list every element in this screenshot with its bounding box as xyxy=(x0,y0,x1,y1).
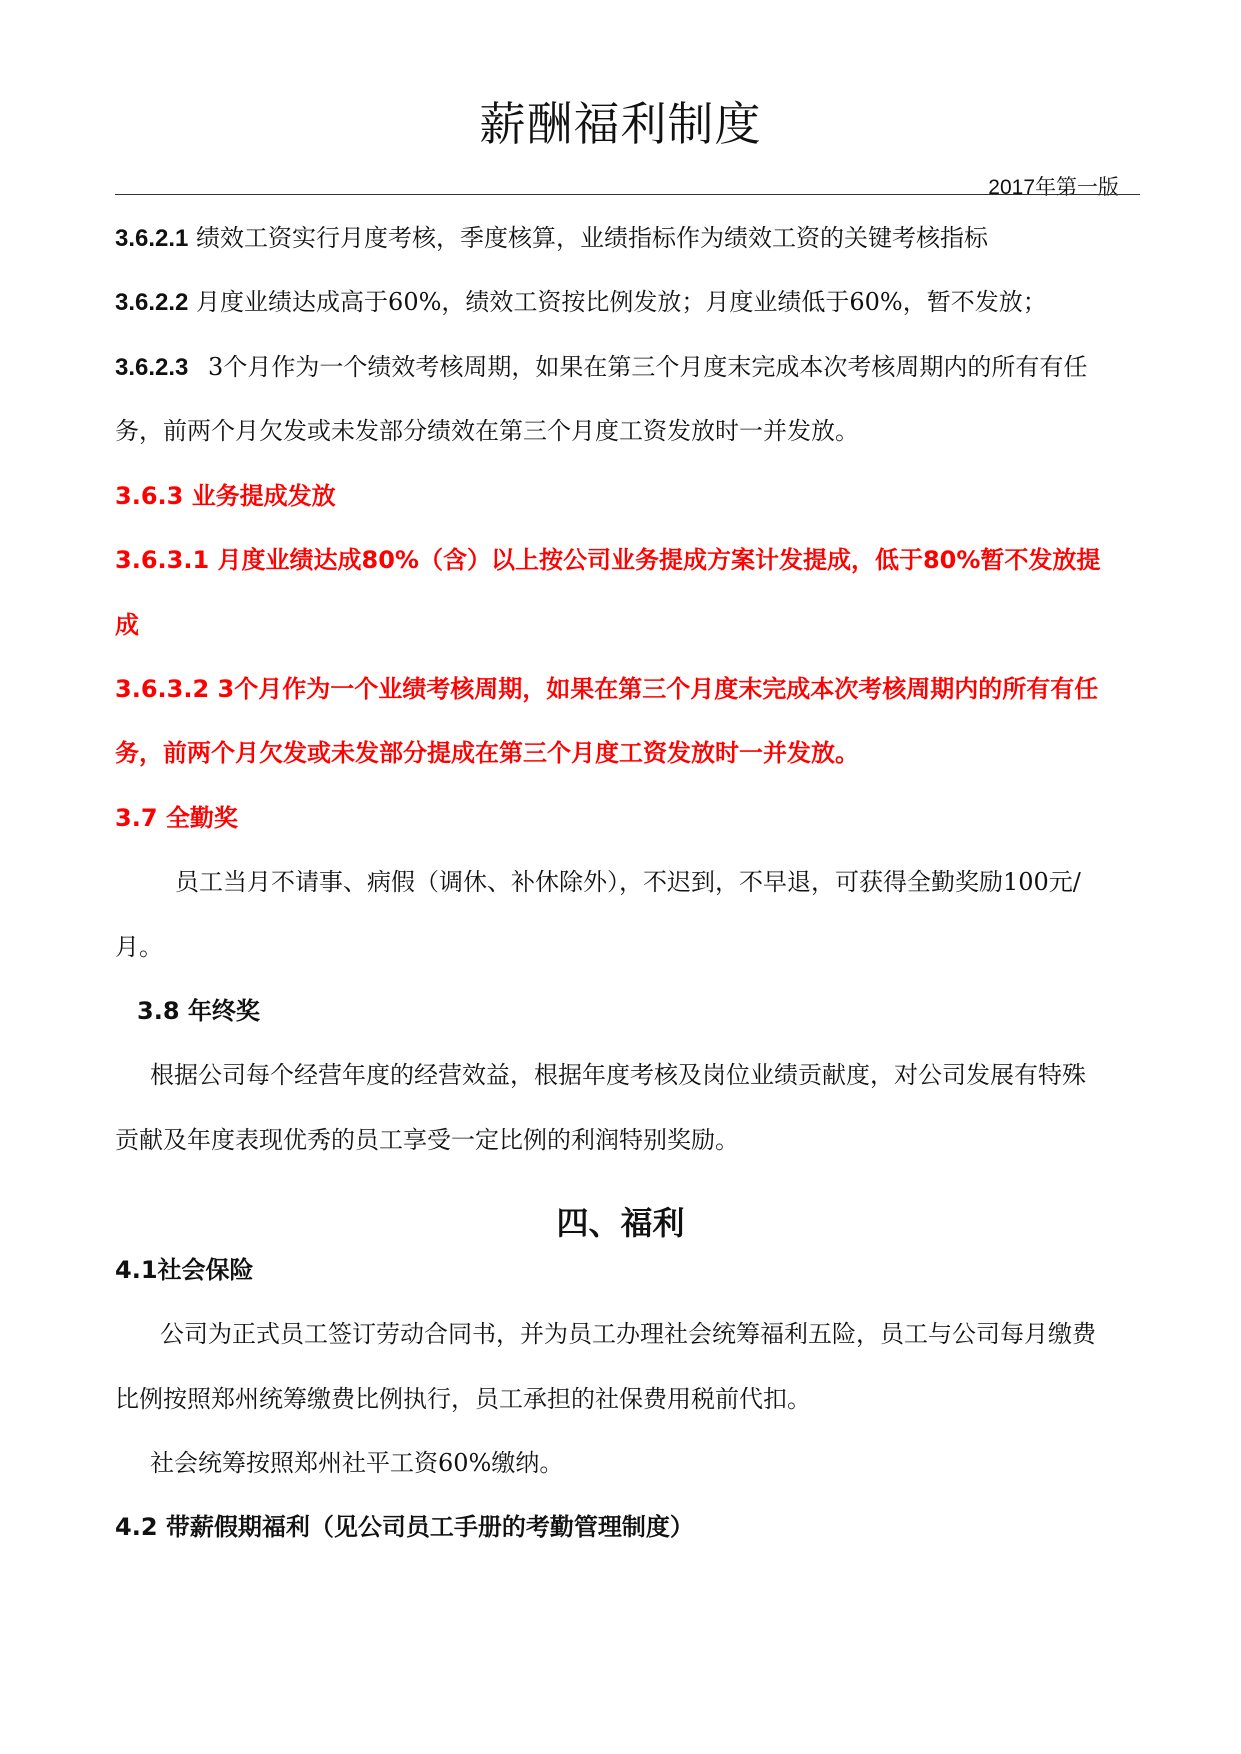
section-3-7-heading: 3.7 全勤奖 xyxy=(115,804,238,832)
clause-number: 3.6.2.3 xyxy=(115,354,189,381)
section-3-6-3-heading: 3.6.3 业务提成发放 xyxy=(115,482,336,510)
clause-text: 3个月作为一个绩效考核周期，如果在第三个月度末完成本次考核周期内的所有有任 xyxy=(208,353,1088,381)
clause-text: 绩效工资实行月度考核，季度核算，业绩指标作为绩效工资的关键考核指标 xyxy=(196,224,989,252)
insurance-text-cont: 比例按照郑州统筹缴费比例执行，员工承担的社保费用税前代扣。 xyxy=(115,1385,811,1413)
attendance-text: 员工当月不请事、病假（调休、补休除外），不迟到，不早退，可获得全勤奖励100元/ xyxy=(175,868,1081,896)
section-4-1-heading: 4.1社会保险 xyxy=(115,1256,254,1284)
edition-label: 2017年第一版 xyxy=(988,176,1119,199)
clause-3-6-2-3 xyxy=(115,352,1087,383)
clause-3-6-2-3-cont: 务，前两个月欠发或未发部分绩效在第三个月度工资发放时一并发放。 xyxy=(115,417,859,445)
clause-3-6-3-2-cont: 务，前两个月欠发或未发部分提成在第三个月度工资发放时一并发放。 xyxy=(115,739,859,767)
section-4-2-heading: 4.2 带薪假期福利（见公司员工手册的考勤管理制度） xyxy=(115,1513,694,1541)
clause-3-6-3-1-cont: 成 xyxy=(115,611,139,639)
bonus-text-cont: 贡献及年度表现优秀的员工享受一定比例的利润特别奖励。 xyxy=(115,1126,739,1154)
clause-number: 3.6.2.1 xyxy=(115,225,189,252)
section-3-8-heading: 3.8 年终奖 xyxy=(137,997,260,1025)
bonus-text: 根据公司每个经营年度的经营效益，根据年度考核及岗位业绩贡献度，对公司发展有特殊 xyxy=(150,1061,1086,1089)
clause-3-6-2-2 xyxy=(115,287,1047,318)
header-rule xyxy=(115,194,1140,195)
clause-3-6-3-1: 3.6.3.1 月度业绩达成80%（含）以上按公司业务提成方案计发提成，低于80%暂不发放提 xyxy=(115,546,1101,574)
clause-number: 3.6.2.2 xyxy=(115,289,189,316)
clause-text: 月度业绩达成高于60%，绩效工资按比例发放；月度业绩低于60%，暂不发放； xyxy=(196,288,1047,316)
document-title: 薪酬福利制度 xyxy=(479,97,762,151)
chapter-heading: 四、福利 xyxy=(556,1204,685,1242)
insurance-text: 公司为正式员工签订劳动合同书，并为员工办理社会统筹福利五险，员工与公司每月缴费 xyxy=(160,1320,1096,1348)
clause-3-6-2-1 xyxy=(115,223,988,254)
attendance-text-cont: 月。 xyxy=(115,933,163,961)
clause-3-6-3-2: 3.6.3.2 3个月作为一个业绩考核周期，如果在第三个月度末完成本次考核周期内的所有有任 xyxy=(115,675,1099,703)
insurance-rate-text: 社会统筹按照郑州社平工资60%缴纳。 xyxy=(150,1449,564,1477)
